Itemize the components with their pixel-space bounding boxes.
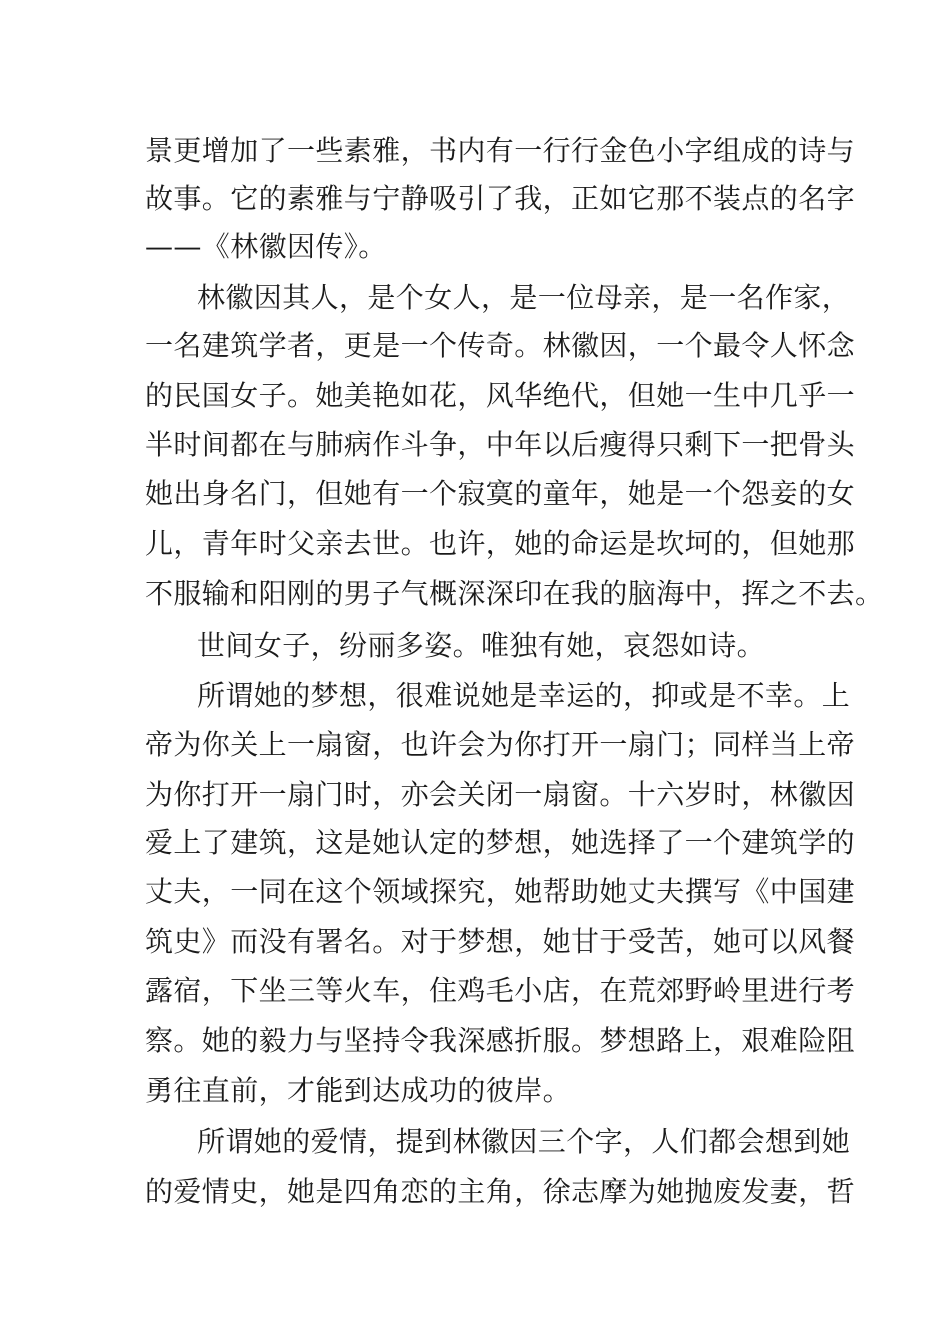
text-line: 一名建筑学者，更是一个传奇。林徽因，一个最令人怀念 — [145, 329, 856, 362]
text-line: 的民国女子。她美艳如花，风华绝代，但她一生中几乎一 — [145, 379, 856, 412]
text-line: 丈夫，一同在这个领域探究，她帮助她丈夫撰写《中国建 — [145, 875, 856, 908]
text-line: 不服输和阳刚的男子气概深深印在我的脑海中，挥之不去。 — [145, 577, 884, 610]
text-line: 勇往直前，才能到达成功的彼岸。 — [145, 1074, 572, 1107]
text-line: 察。她的毅力与坚持令我深感折服。梦想路上，艰难险阻 — [145, 1024, 856, 1057]
text-line: 儿，青年时父亲去世。也许，她的命运是坎坷的，但她那 — [145, 527, 856, 560]
text-line: 筑史》而没有署名。对于梦想，她甘于受苦，她可以风餐 — [145, 925, 856, 958]
paragraph-first-line: 所谓她的梦想，很难说她是幸运的，抑或是不幸。上 — [197, 679, 851, 712]
text-line: 的爱情史，她是四角恋的主角，徐志摩为她抛废发妻，哲 — [145, 1175, 856, 1208]
text-line: 为你打开一扇门时，亦会关闭一扇窗。十六岁时，林徽因 — [145, 778, 856, 811]
text-line: ——《林徽因传》。 — [145, 230, 387, 263]
text-line: 露宿，下坐三等火车，住鸡毛小店，在荒郊野岭里进行考 — [145, 974, 856, 1007]
paragraph-first-line: 所谓她的爱情，提到林徽因三个字，人们都会想到她 — [197, 1125, 851, 1158]
paragraph-first-line: 世间女子，纷丽多姿。唯独有她，哀怨如诗。 — [197, 629, 766, 662]
text-line: 半时间都在与肺病作斗争，中年以后瘦得只剩下一把骨头 — [145, 428, 856, 461]
text-line: 景更增加了一些素雅，书内有一行行金色小字组成的诗与 — [145, 134, 856, 167]
text-line: 爱上了建筑，这是她认定的梦想，她选择了一个建筑学的 — [145, 826, 856, 859]
text-line: 帝为你关上一扇窗，也许会为你打开一扇门；同样当上帝 — [145, 728, 856, 761]
text-line: 故事。它的素雅与宁静吸引了我，正如它那不装点的名字 — [145, 182, 856, 215]
text-line: 她出身名门，但她有一个寂寞的童年，她是一个怨妾的女 — [145, 477, 856, 510]
paragraph-first-line: 林徽因其人，是个女人，是一位母亲，是一名作家， — [197, 281, 851, 314]
